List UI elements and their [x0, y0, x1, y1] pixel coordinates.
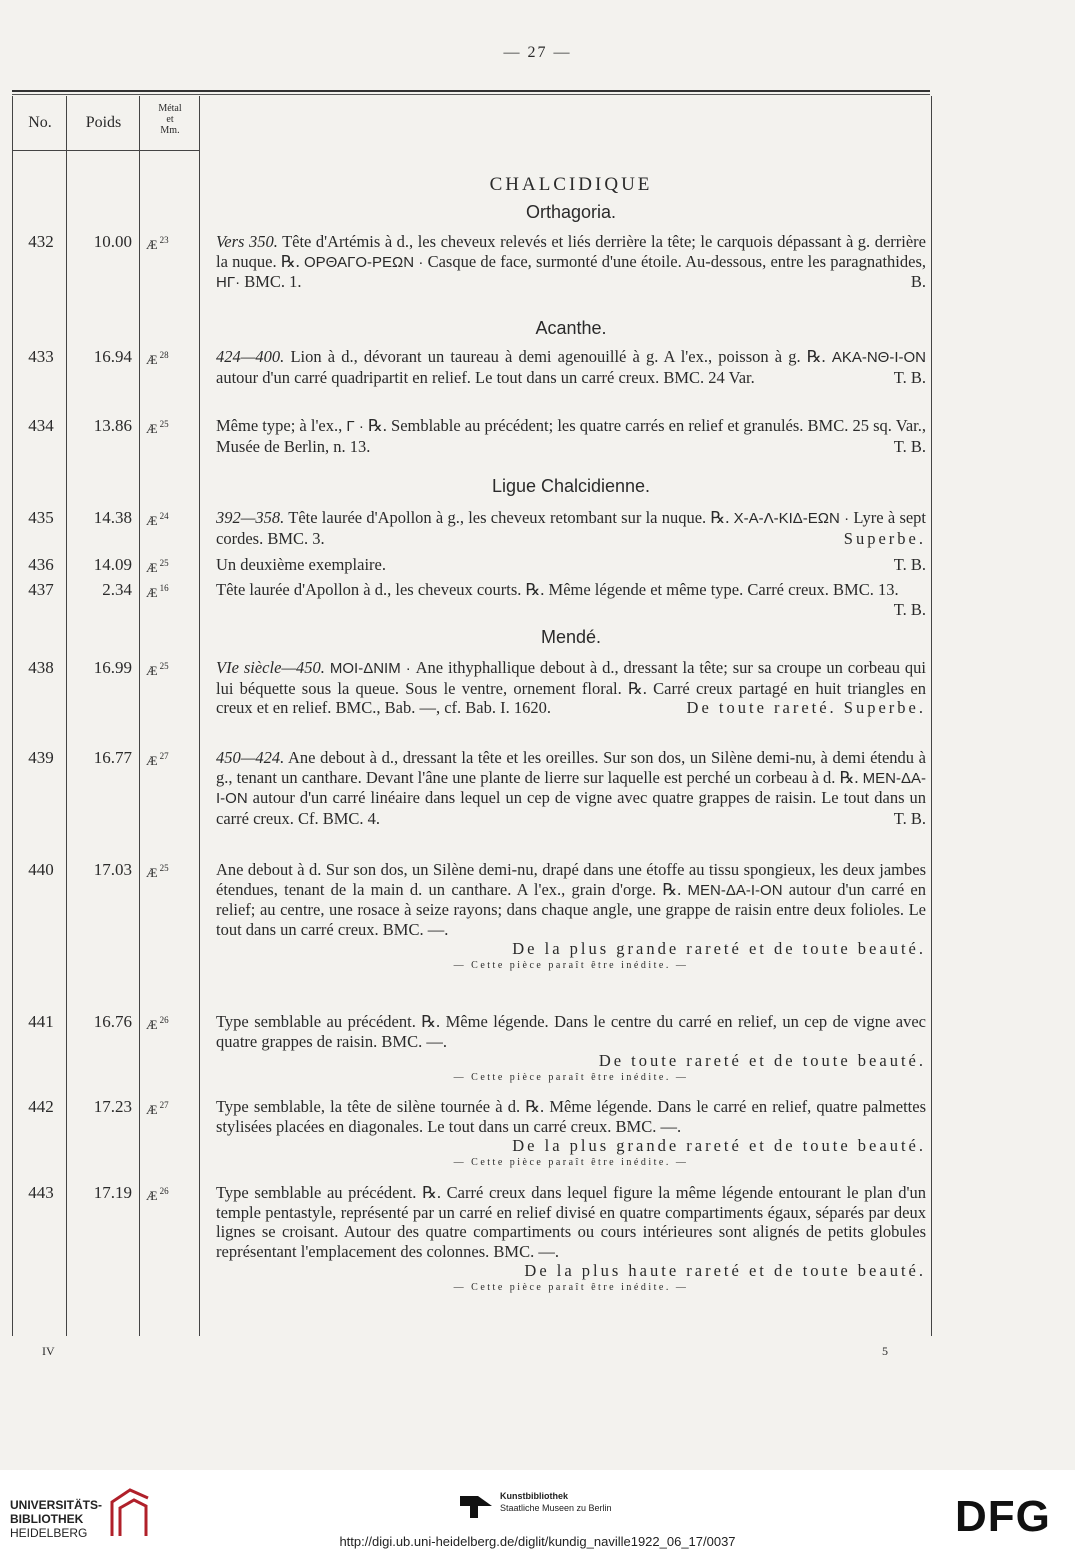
entry-description: Un deuxième exemplaire. T. B.: [216, 555, 926, 574]
entry-metal: Æ $^{24}$: [146, 511, 169, 528]
section-mende: Mendé.: [540, 627, 602, 647]
entry-no: 437: [28, 580, 54, 599]
entry-metal: Æ $^{26}$: [146, 1015, 169, 1032]
entry-weight: 14.09: [93, 555, 132, 574]
rarity-note: De la plus haute rareté et de toute beauté.: [524, 1261, 926, 1280]
page-number: — 27 —: [503, 44, 572, 61]
entry-no: 434: [28, 416, 54, 435]
unpublished-note: — Cette pièce paraît être inédite. —: [453, 959, 689, 971]
entry-no: 443: [28, 1183, 54, 1202]
column-rule-poids: [139, 96, 140, 1336]
kunstbibliothek-label: Kunstbibliothek Staatliche Museen zu Berlin: [500, 1491, 612, 1513]
entry-weight: 17.23: [93, 1097, 132, 1116]
unpublished-note: — Cette pièce paraît être inédite. —: [453, 1071, 689, 1083]
header-rule: [12, 150, 199, 151]
entry-metal: Æ $^{26}$: [146, 1186, 169, 1203]
rarity-note: De la plus grande rareté et de toute beauté.: [512, 1136, 926, 1155]
entry-metal: Æ $^{23}$: [146, 235, 169, 252]
entry-metal: Æ $^{25}$: [146, 419, 169, 436]
entry-description: VIe siècle—450. ΜΟΙ-ΔΝΙΜ · Ane ithyphallique debout à d., dressant la tête; sur sa croupe un corbeau qui lui béquette sous la queue. Sous le ventre, ornement floral. ℞. Carré creux partagé en huit triangles en creux et en relief. BMC., Bab. —, cf. Bab. I. 1620. De toute rareté. Superbe.: [216, 658, 926, 717]
entry-no: 441: [28, 1012, 54, 1031]
entry-no: 439: [28, 748, 54, 767]
entry-weight: 2.34: [102, 580, 132, 599]
entry-weight: 13.86: [93, 416, 132, 435]
entry-weight: 17.03: [93, 860, 132, 879]
column-rule-left: [12, 96, 13, 1336]
entry-weight: 16.94: [93, 347, 132, 366]
header-metal: Métal et Mm.: [158, 103, 182, 136]
rarity-note: De toute rareté et de toute beauté.: [598, 1051, 926, 1070]
heidelberg-library-logo: UNIVERSITÄTS- BIBLIOTHEK HEIDELBERG: [10, 1498, 103, 1540]
entry-description: Ane debout à d. Sur son dos, un Silène demi-nu, drapé dans une étoffe au tissu spongieux, les deux jambes étendues, tenant de la main d. un canthare. A l'ex., grain d'orge. ℞. ΜΕΝ-ΔΑ-Ι-ΟΝ autour d'un carré en relief; au centre, une rosace à seize rayons; dans chaque angle, une grappe de raisin entre deux folioles. Le tout dans un carré creux. BMC. —. De la plus grande rareté et de toute beauté. — Cette pièce paraît être inédite. —: [216, 860, 926, 971]
signature-number: 5: [882, 1344, 888, 1358]
entry-metal: Æ $^{16}$: [146, 583, 169, 600]
unpublished-note: — Cette pièce paraît être inédite. —: [453, 1156, 689, 1168]
entry-weight: 16.76: [93, 1012, 132, 1031]
digitization-footer: [0, 1470, 1075, 1555]
entry-description: Type semblable, la tête de silène tournée à d. ℞. Même légende. Dans le carré en relief, quatre palmettes stylisées placées en diagonales. Le tout dans un carré creux. BMC. —. De la plus grande rareté et de toute beauté. — Cette pièce paraît être inédite. —: [216, 1097, 926, 1168]
top-rule: [12, 90, 930, 92]
entry-description: Vers 350. Tête d'Artémis à d., les cheveux relevés et liés derrière la tête; le carquois dépassant à g. derrière la nuque. ℞. ΟΡΘΑΓΟ-ΡΕΩΝ · Casque de face, surmonté d'une étoile. Au-dessous, entre les paragnathides, ΗΓ· BMC. 1. B.: [216, 232, 926, 291]
unpublished-note: — Cette pièce paraît être inédite. —: [453, 1281, 689, 1293]
section-orthagoria: Orthagoria.: [525, 202, 617, 222]
entry-weight: 14.38: [93, 508, 132, 527]
entry-no: 435: [28, 508, 54, 527]
entry-no: 438: [28, 658, 54, 677]
entry-no: 433: [28, 347, 54, 366]
column-rule-metal: [199, 96, 200, 1336]
entry-metal: Æ $^{25}$: [146, 558, 169, 575]
entry-metal: Æ $^{27}$: [146, 1100, 169, 1117]
library-emblem-icon: [108, 1484, 152, 1540]
entry-weight: 16.99: [93, 658, 132, 677]
entry-description: 392—358. Tête laurée d'Apollon à g., les cheveux retombant sur la nuque. ℞. Χ-Α-Λ-ΚΙΔ-ΕΩΝ · Lyre à sept cordes. BMC. 3. Superbe.: [216, 508, 927, 548]
region-title: CHALCIDIQUE: [489, 174, 653, 195]
column-rule-right: [931, 96, 932, 1336]
entry-metal: Æ $^{27}$: [146, 751, 169, 768]
column-rule-no: [66, 96, 67, 1336]
entry-description: 424—400. Lion à d., dévorant un taureau à demi agenouillé à g. A l'ex., poisson à g. ℞. ΑΚΑ-ΝΘ-Ι-ΟΝ autour d'un carré quadripartit en relief. Le tout dans un carré creux. BMC. 24 Var. T. B.: [216, 347, 926, 387]
rarity-note: De la plus grande rareté et de toute beauté.: [512, 939, 926, 958]
entry-no: 442: [28, 1097, 54, 1116]
entry-description: Type semblable au précédent. ℞. Même légende. Dans le centre du carré en relief, un cep de vigne avec quatre grappes de raisin. BMC. —. De toute rareté et de toute beauté. — Cette pièce paraît être inédite. —: [216, 1012, 926, 1083]
header-no: No.: [28, 114, 52, 131]
entry-description: 450—424. Ane debout à d., dressant la tête et les oreilles. Sur son dos, un Silène demi-nu, à demi étendu à g., tenant un canthare. Devant l'âne une plante de lierre sur laquelle est perché un corbeau à d. ℞. ΜΕΝ-ΔΑ-Ι-ΟΝ autour d'un carré linéaire dans lequel un cep de vigne avec quatre grappes de raisin. Le tout dans un carré creux. Cf. BMC. 4. T. B.: [216, 748, 926, 828]
entry-no: 436: [28, 555, 54, 574]
header-poids: Poids: [85, 114, 122, 131]
eagle-logo-icon: [458, 1492, 494, 1520]
source-url[interactable]: http://digi.ub.uni-heidelberg.de/diglit/kundig_naville1922_06_17/0037: [339, 1534, 736, 1549]
entry-weight: 17.19: [93, 1183, 132, 1202]
entry-metal: Æ $^{25}$: [146, 661, 169, 678]
entry-weight: 16.77: [93, 748, 132, 767]
dfg-logo: DFG: [955, 1492, 1051, 1541]
signature-mark: IV: [42, 1344, 55, 1358]
entry-no: 440: [28, 860, 54, 879]
entry-description: Tête laurée d'Apollon à d., les cheveux courts. ℞. Même légende et même type. Carré creux. BMC. 13. T. B.: [216, 580, 926, 619]
entry-description: Type semblable au précédent. ℞. Carré creux dans lequel figure la même légende entourant le plan d'un temple pentastyle, représenté par un carré en relief divisé en quatre compartiments égaux, séparés par deux lignes se croisant. Autour des quatre compartiments ou cours intérieures sont alignés de petits globules représentant l'emplacement des colonnes. BMC. —. De la plus haute rareté et de toute beauté. — Cette pièce paraît être inédite. —: [216, 1183, 926, 1293]
entry-metal: Æ $^{28}$: [146, 350, 169, 367]
section-acanthe: Acanthe.: [535, 318, 607, 338]
entry-no: 432: [28, 232, 54, 251]
entry-description: Même type; à l'ex., Γ · ℞. Semblable au précédent; les quatre carrés en relief et granulés. BMC. 25 sq. Var., Musée de Berlin, n. 13. T. B.: [216, 416, 926, 456]
entry-weight: 10.00: [93, 232, 132, 251]
section-ligue: Ligue Chalcidienne.: [491, 476, 651, 496]
entry-metal: Æ $^{25}$: [146, 863, 169, 880]
top-rule-thin: [12, 94, 930, 95]
